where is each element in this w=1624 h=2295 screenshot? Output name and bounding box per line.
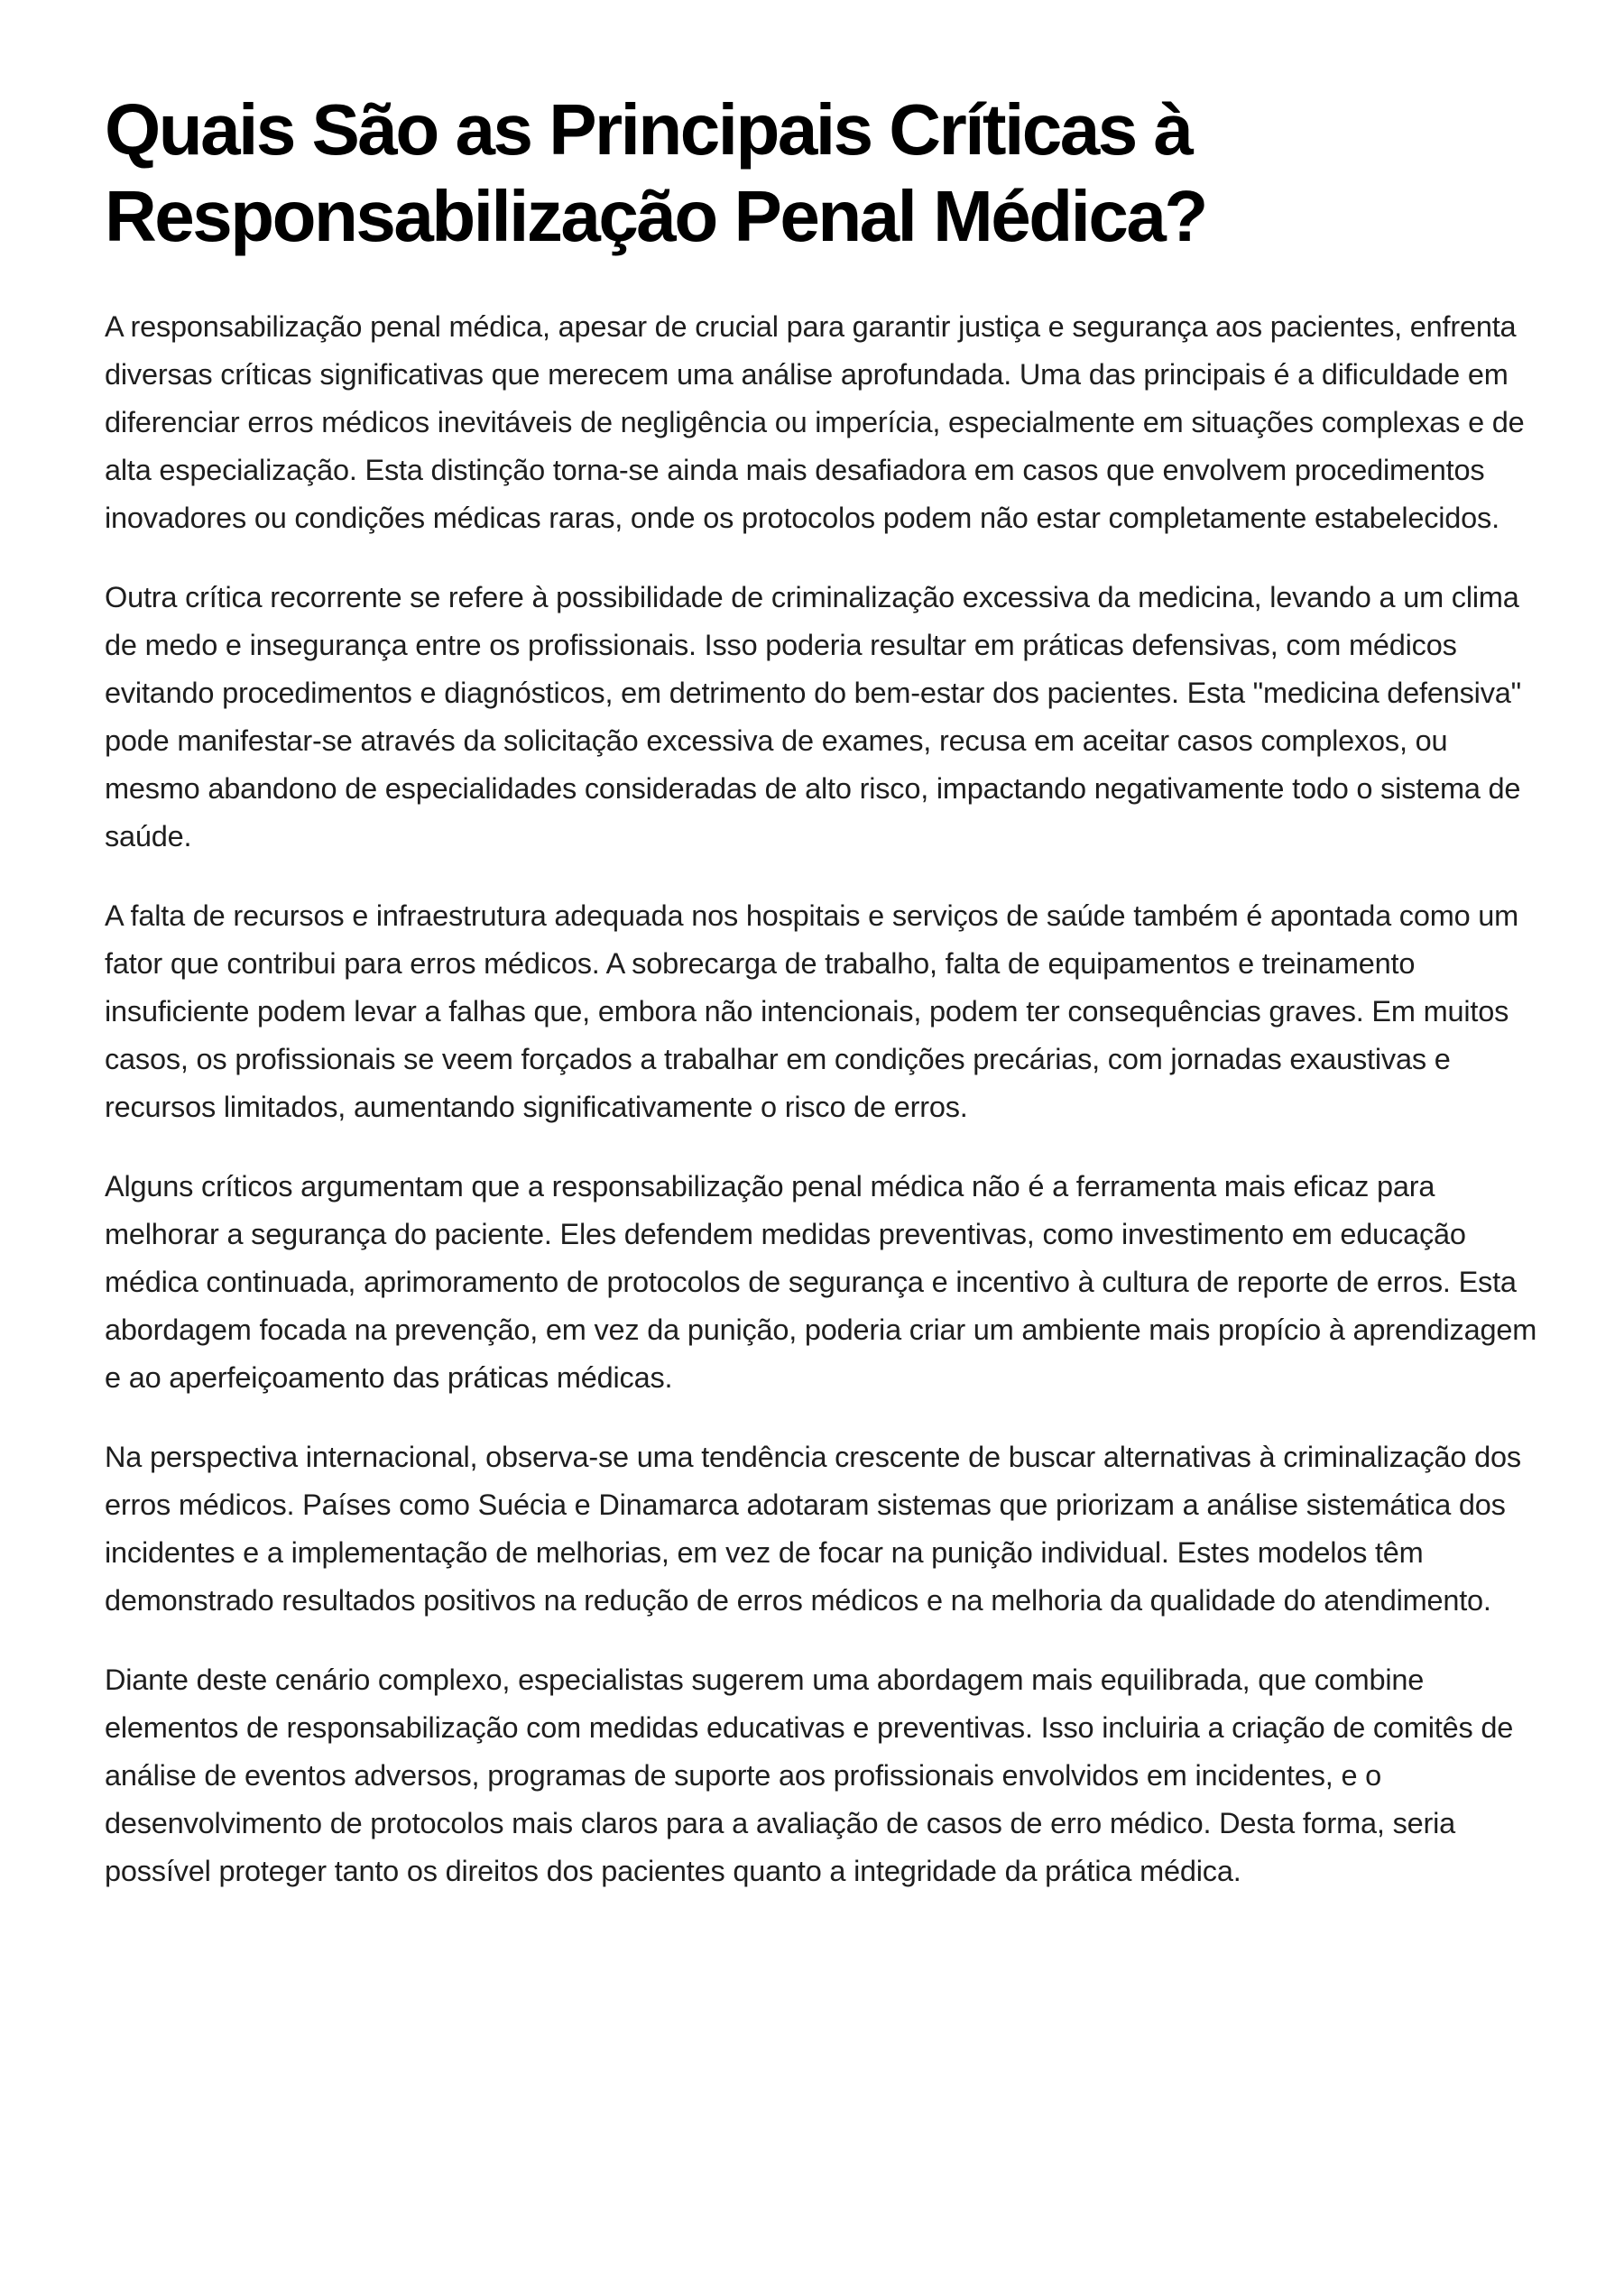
document-page	[105, 87, 1539, 1927]
page-title: Quais São as Principais Críticas à Responsabilização Penal Médica?	[105, 89, 1206, 256]
paragraph-1: A responsabilização penal médica, apesar de crucial para garantir justiça e segurança aos pacientes, enfrenta diversas críticas significativas que merecem uma análise aprofundada. Uma das principais é a dificuldade em diferenciar erros médicos inevitáveis de negligência ou imperícia, especialmente em situações complexas e de alta especialização. Esta distinção torna-se ainda mais desafiadora em casos que envolvem procedimentos inovadores ou condições médicas raras, onde os protocolos podem não estar completamente estabelecidos.	[105, 310, 1525, 534]
paragraph-2: Outra crítica recorrente se refere à possibilidade de criminalização excessiva da medicina, levando a um clima de medo e insegurança entre os profissionais. Isso poderia resultar em práticas defensivas, com médicos evitando procedimentos e diagnósticos, em detrimento do bem-estar dos pacientes. Esta "medicina defensiva" pode manifestar-se através da solicitação excessiva de exames, recusa em aceitar casos complexos, ou mesmo abandono de especialidades consideradas de alto risco, impactando negativamente todo o sistema de saúde.	[105, 581, 1521, 853]
paragraph-5: Na perspectiva internacional, observa-se uma tendência crescente de buscar alternativas à criminalização dos erros médicos. Países como Suécia e Dinamarca adotaram sistemas que priorizam a análise sistemática dos incidentes e a implementação de melhorias, em vez de focar na punição individual. Estes modelos têm demonstrado resultados positivos na redução de erros médicos e na melhoria da qualidade do atendimento.	[105, 1441, 1521, 1617]
paragraph-4: Alguns críticos argumentam que a responsabilização penal médica não é a ferramenta mais eficaz para melhorar a segurança do paciente. Eles defendem medidas preventivas, como investimento em educação médica continuada, aprimoramento de protocolos de segurança e incentivo à cultura de reporte de erros. Esta abordagem focada na prevenção, em vez da punição, poderia criar um ambiente mais propício à aprendizagem e ao aperfeiçoamento das práticas médicas.	[105, 1170, 1537, 1394]
paragraph-6: Diante deste cenário complexo, especialistas sugerem uma abordagem mais equilibrada, que combine elementos de responsabilização com medidas educativas e preventivas. Isso incluiria a criação de comitês de análise de eventos adversos, programas de suporte aos profissionais envolvidos em incidentes, e o desenvolvimento de protocolos mais claros para a avaliação de casos de erro médico. Desta forma, seria possível proteger tanto os direitos dos pacientes quanto a integridade da prática médica.	[105, 1664, 1514, 1887]
paragraph-3: A falta de recursos e infraestrutura adequada nos hospitais e serviços de saúde também é apontada como um fator que contribui para erros médicos. A sobrecarga de trabalho, falta de equipamentos e treinamento insuficiente podem levar a falhas que, embora não intencionais, podem ter consequências graves. Em muitos casos, os profissionais se veem forçados a trabalhar em condições precárias, com jornadas exaustivas e recursos limitados, aumentando significativamente o risco de erros.	[105, 899, 1519, 1123]
